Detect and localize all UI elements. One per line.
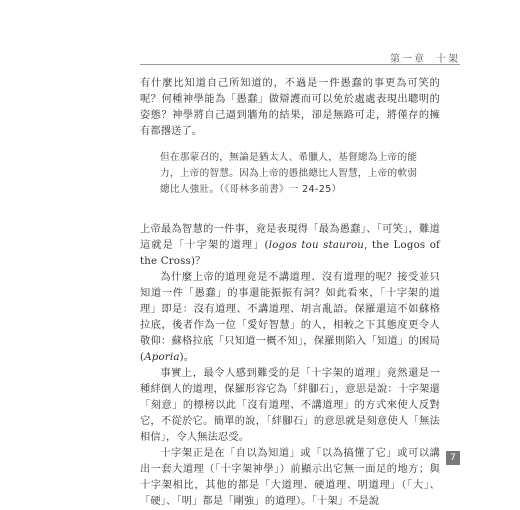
paragraph-5: 十字架正是在「自以為知道」或「以為搞懂了它」或可以講出一套大道理（「十字架神學」）前顯示出它無一面足的地方；與十字架相比，其他的都是「大道理、硬道理、明道理」（「大」、「硬」、「明」都是「剛強」的道理）。「十架」不是說 bbox=[140, 448, 440, 507]
paragraph-2-text-b: , the Logos of the Cross)？ bbox=[140, 240, 441, 267]
paragraph-2-latin: logos tou staurou bbox=[268, 240, 365, 251]
paragraph-2-text-a: 上帝最為智慧的一件事，竟是表現得「最為愚蠢」、「可笑」，難道這就是「十字架的道理」( bbox=[140, 224, 440, 251]
paragraph-intro bbox=[140, 76, 440, 140]
paragraph-3-text-a: 為什麼上帝的道理竟是不講道理、沒有道理的呢？接受並只知道一件「愚蠢」的事還能振振有詞？如此看來，「十字架的道理」即是：沒有道理、不講道理、胡言亂語。保羅還這不如蘇格拉底，後者作為一位「愛好智慧」的人，相較之下其態度更令人敬仰：蘇格拉底「只知道一概不知」，保羅則陷入「知道」的困局 ( bbox=[140, 272, 440, 363]
chapter-label: 第一章 bbox=[390, 54, 426, 65]
header-rule bbox=[140, 64, 460, 65]
paragraph-2 bbox=[140, 222, 440, 270]
body-text bbox=[140, 222, 440, 510]
paragraph-3-text-b: )。 bbox=[179, 352, 195, 363]
paragraph-3-latin: Aporia bbox=[144, 352, 180, 363]
paragraph-4: 事實上，最令人感到難受的是「十字架的道理」竟然還是一種絆倒人的道理，保羅形容它為「絆腳石」，意思是說：十字架還「刻意」的標榜以此「沒有道理、不講道理」的方式來使人反對它，不從於它。簡單的說，「絆腳石」的意思就是刻意使人「無法相信」，令人無法忍受。 bbox=[140, 368, 440, 443]
page-number: 7 bbox=[446, 451, 460, 465]
section-label: 十架 bbox=[436, 54, 460, 65]
paragraph-3 bbox=[140, 270, 440, 366]
running-head bbox=[390, 50, 460, 65]
quote-text: 但在那蒙召的，無論是猶太人、希臘人，基督總為上帝的能力，上帝的智慧。因為上帝的愚拙總比人智慧，上帝的軟弱總比人強壯。（《哥林多前書》一 24-25） bbox=[160, 152, 418, 195]
paragraph-1: 有什麼比知道自己所知道的，不過是一件愚蠢的事更為可笑的呢？何種神學能為「愚蠢」做辯護而可以免於處處表現出聰明的姿態？神學將自己逼到牆角的結果，卻是無路可走，將僅存的擁有都撂送了。 bbox=[140, 78, 440, 137]
scripture-quote bbox=[160, 150, 422, 198]
